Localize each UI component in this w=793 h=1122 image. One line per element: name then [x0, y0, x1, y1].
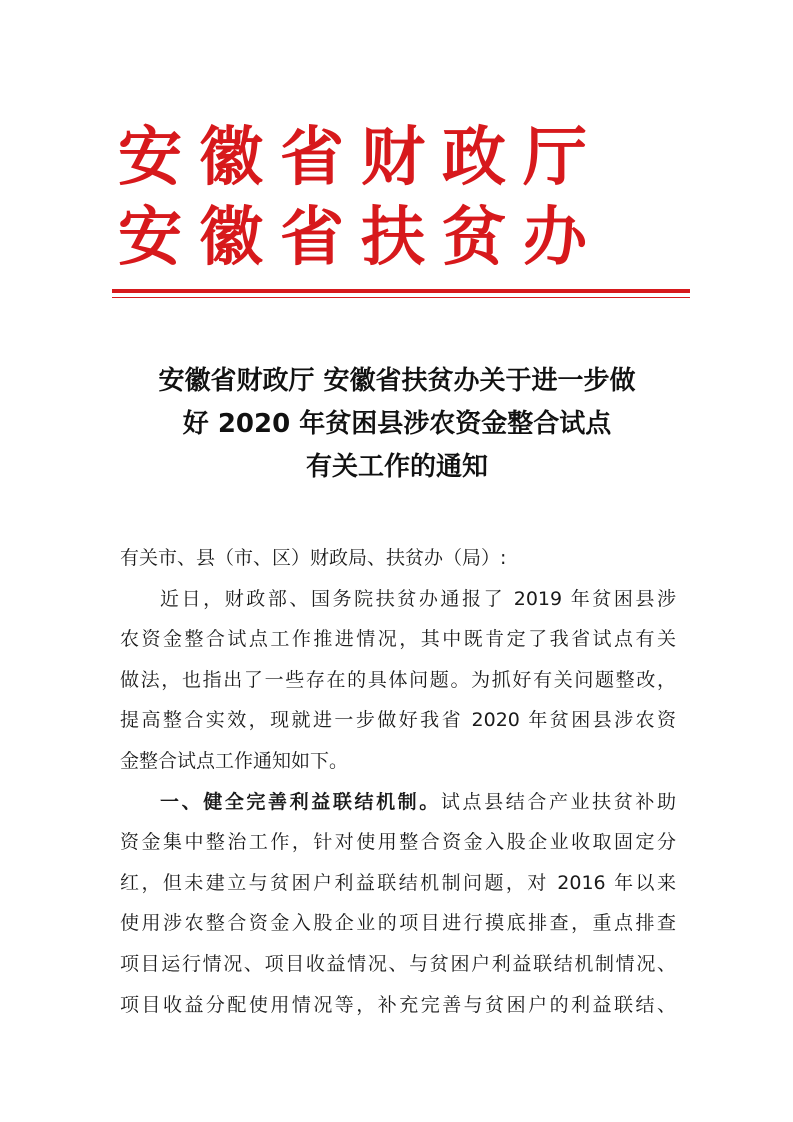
section-1-heading: 一、健全完善利益联结机制。 [160, 790, 441, 813]
document-title [112, 360, 682, 489]
issuer-header-finance: 安徽省财政厅 [118, 121, 604, 195]
paragraph-1-line: 近日，财政部、国务院扶贫办通报了 2019 年贫困县涉 [160, 587, 676, 610]
section-1-line: 项目运行情况、项目收益情况、与贫困户利益联结机制情况、 [120, 952, 676, 975]
section-1-first-line [120, 782, 676, 823]
document-body [120, 538, 676, 1025]
section-1-line: 资金集中整治工作，针对使用整合资金入股企业收取固定分 [120, 831, 676, 854]
paragraph-1-line: 金整合试点工作通知如下。 [120, 749, 349, 772]
section-1-lead-text: 试点县结合产业扶贫补助 [440, 790, 676, 813]
section-1-line: 使用涉农整合资金入股企业的项目进行摸底排查，重点排查 [120, 912, 676, 935]
paragraph-1-line: 提高整合实效，现就进一步做好我省 2020 年贫困县涉农资 [120, 709, 676, 732]
issuer-header-poverty-office: 安徽省扶贫办 [118, 201, 604, 275]
addressee-line: 有关市、县（市、区）财政局、扶贫办（局）: [120, 547, 507, 569]
section-1-line: 红，但未建立与贫困户利益联结机制问题，对 2016 年以来 [120, 871, 676, 894]
header-divider-thick [112, 289, 690, 293]
paragraph-1-line: 农资金整合试点工作推进情况，其中既肯定了我省试点有关 [120, 628, 676, 651]
paragraph-1-line: 做法，也指出了一些存在的具体问题。为抓好有关问题整改， [120, 668, 676, 691]
title-line-1: 安徽省财政厅 安徽省扶贫办关于进一步做 [158, 366, 636, 396]
header-divider-thin [112, 297, 690, 298]
title-line-3: 有关工作的通知 [305, 452, 488, 482]
title-line-2: 好 2020 年贫困县涉农资金整合试点 [182, 409, 612, 439]
section-1-line: 项目收益分配使用情况等，补充完善与贫困户的利益联结、 [120, 993, 676, 1016]
